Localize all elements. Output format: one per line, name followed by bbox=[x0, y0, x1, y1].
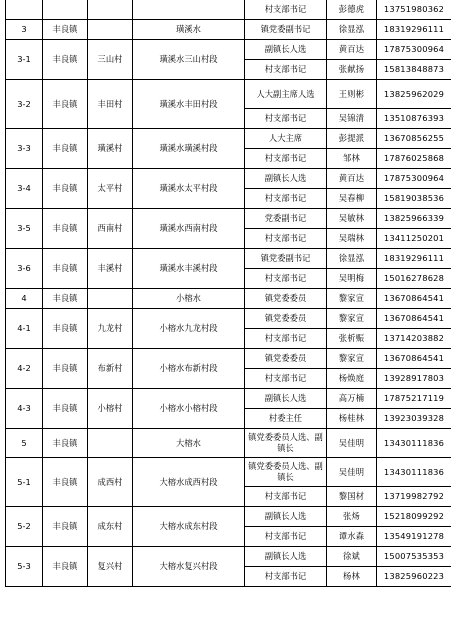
river-section-cell: 璜溪水 bbox=[133, 20, 245, 40]
phone-number-cell: 13825962029 bbox=[377, 80, 452, 109]
position-cell: 镇党委委员 bbox=[245, 289, 327, 309]
position-cell: 村支部书记 bbox=[245, 0, 327, 20]
person-name-cell: 彭提派 bbox=[327, 129, 377, 149]
person-name-cell: 吴佳明 bbox=[327, 458, 377, 487]
section-number-cell: 5 bbox=[6, 429, 43, 458]
person-name-cell: 黎国材 bbox=[327, 487, 377, 507]
village-cell bbox=[88, 289, 133, 309]
table-row bbox=[6, 309, 452, 329]
position-cell: 村支部书记 bbox=[245, 487, 327, 507]
village-cell: 小榕村 bbox=[88, 389, 133, 429]
section-number-cell: 5-3 bbox=[6, 547, 43, 587]
person-name-cell: 谭水森 bbox=[327, 527, 377, 547]
town-cell: 丰良镇 bbox=[43, 429, 88, 458]
table-row bbox=[6, 429, 452, 458]
person-name-cell: 张析赈 bbox=[327, 329, 377, 349]
section-number-cell: 3 bbox=[6, 20, 43, 40]
table-row bbox=[6, 547, 452, 567]
position-cell: 村支部书记 bbox=[245, 269, 327, 289]
phone-number-cell: 17876025868 bbox=[377, 149, 452, 169]
village-cell: 西南村 bbox=[88, 209, 133, 249]
section-number-cell: 4 bbox=[6, 289, 43, 309]
person-name-cell: 王则彬 bbox=[327, 80, 377, 109]
phone-number-cell: 15813848873 bbox=[377, 60, 452, 80]
position-cell: 村支部书记 bbox=[245, 109, 327, 129]
village-cell: 布新村 bbox=[88, 349, 133, 389]
table-row bbox=[6, 289, 452, 309]
river-section-cell: 璜溪水璜溪村段 bbox=[133, 129, 245, 169]
position-cell: 镇党委副书记 bbox=[245, 20, 327, 40]
village-cell bbox=[88, 429, 133, 458]
position-cell: 村委主任 bbox=[245, 409, 327, 429]
table-row bbox=[6, 249, 452, 269]
person-name-cell: 徐斌 bbox=[327, 547, 377, 567]
position-cell: 人大副主席人选 bbox=[245, 80, 327, 109]
position-cell: 村支部书记 bbox=[245, 189, 327, 209]
phone-number-cell: 13923039328 bbox=[377, 409, 452, 429]
table-row bbox=[6, 40, 452, 60]
phone-number-cell: 13825960223 bbox=[377, 567, 452, 587]
phone-number-cell: 13670864541 bbox=[377, 289, 452, 309]
phone-number-cell: 13670856255 bbox=[377, 129, 452, 149]
river-section-cell: 璜溪水太平村段 bbox=[133, 169, 245, 209]
phone-number-cell: 15016278628 bbox=[377, 269, 452, 289]
phone-number-cell: 18319296111 bbox=[377, 20, 452, 40]
river-section-cell: 大榕水成东村段 bbox=[133, 507, 245, 547]
phone-number-cell: 13430111836 bbox=[377, 458, 452, 487]
town-cell: 丰良镇 bbox=[43, 40, 88, 80]
town-cell: 丰良镇 bbox=[43, 458, 88, 507]
river-section-cell: 璜溪水丰溪村段 bbox=[133, 249, 245, 289]
river-section-cell: 小榕水九龙村段 bbox=[133, 309, 245, 349]
table-row bbox=[6, 169, 452, 189]
table-row bbox=[6, 129, 452, 149]
position-cell: 村支部书记 bbox=[245, 229, 327, 249]
village-cell: 九龙村 bbox=[88, 309, 133, 349]
town-cell: 丰良镇 bbox=[43, 209, 88, 249]
river-section-cell: 小榕水 bbox=[133, 289, 245, 309]
phone-number-cell: 13670864541 bbox=[377, 309, 452, 329]
person-name-cell: 杨林 bbox=[327, 567, 377, 587]
town-cell: 丰良镇 bbox=[43, 289, 88, 309]
person-name-cell: 邹林 bbox=[327, 149, 377, 169]
person-name-cell: 杨焕庭 bbox=[327, 369, 377, 389]
person-name-cell: 吴敏林 bbox=[327, 209, 377, 229]
section-number-cell: 4-2 bbox=[6, 349, 43, 389]
town-cell: 丰良镇 bbox=[43, 129, 88, 169]
village-cell bbox=[88, 0, 133, 20]
person-name-cell: 彭德虎 bbox=[327, 0, 377, 20]
position-cell: 副镇长人选 bbox=[245, 507, 327, 527]
phone-number-cell: 13719982792 bbox=[377, 487, 452, 507]
village-cell: 三山村 bbox=[88, 40, 133, 80]
position-cell: 镇党委委员 bbox=[245, 349, 327, 369]
river-section-cell: 璜溪水西南村段 bbox=[133, 209, 245, 249]
phone-number-cell: 17875300964 bbox=[377, 40, 452, 60]
section-number-cell: 3-1 bbox=[6, 40, 43, 80]
section-number-cell: 5-1 bbox=[6, 458, 43, 507]
section-number-cell: 3-3 bbox=[6, 129, 43, 169]
table-row bbox=[6, 80, 452, 109]
table-row bbox=[6, 20, 452, 40]
phone-number-cell: 18319296111 bbox=[377, 249, 452, 269]
phone-number-cell: 13411250201 bbox=[377, 229, 452, 249]
phone-number-cell: 15007535353 bbox=[377, 547, 452, 567]
phone-number-cell: 13670864541 bbox=[377, 349, 452, 369]
town-cell: 丰良镇 bbox=[43, 547, 88, 587]
table-row bbox=[6, 349, 452, 369]
person-name-cell: 吴锦清 bbox=[327, 109, 377, 129]
position-cell: 镇党委副书记 bbox=[245, 249, 327, 269]
phone-number-cell: 13714203882 bbox=[377, 329, 452, 349]
river-section-cell bbox=[133, 0, 245, 20]
river-section-cell: 大榕水复兴村段 bbox=[133, 547, 245, 587]
person-name-cell: 张献扬 bbox=[327, 60, 377, 80]
person-name-cell: 黎家宣 bbox=[327, 289, 377, 309]
position-cell: 村支部书记 bbox=[245, 60, 327, 80]
position-cell: 副镇长人选 bbox=[245, 389, 327, 409]
position-cell: 副镇长人选 bbox=[245, 169, 327, 189]
person-name-cell: 徐显泓 bbox=[327, 249, 377, 269]
position-cell: 村支部书记 bbox=[245, 527, 327, 547]
town-cell: 丰良镇 bbox=[43, 20, 88, 40]
town-cell: 丰良镇 bbox=[43, 349, 88, 389]
table-row bbox=[6, 389, 452, 409]
town-cell: 丰良镇 bbox=[43, 309, 88, 349]
position-cell: 村支部书记 bbox=[245, 149, 327, 169]
position-cell: 党委副书记 bbox=[245, 209, 327, 229]
roster-table-body bbox=[6, 0, 452, 587]
river-chief-roster-table bbox=[5, 0, 451, 587]
section-number-cell: 5-2 bbox=[6, 507, 43, 547]
river-section-cell: 大榕水 bbox=[133, 429, 245, 458]
person-name-cell: 杨桂林 bbox=[327, 409, 377, 429]
section-number-cell: 3-4 bbox=[6, 169, 43, 209]
position-cell: 镇党委委员人选、副镇长 bbox=[245, 429, 327, 458]
town-cell: 丰良镇 bbox=[43, 389, 88, 429]
village-cell bbox=[88, 20, 133, 40]
person-name-cell: 黎家宣 bbox=[327, 349, 377, 369]
person-name-cell: 黎家宣 bbox=[327, 309, 377, 329]
town-cell: 丰良镇 bbox=[43, 169, 88, 209]
town-cell bbox=[43, 0, 88, 20]
person-name-cell: 黄百达 bbox=[327, 169, 377, 189]
town-cell: 丰良镇 bbox=[43, 507, 88, 547]
town-cell: 丰良镇 bbox=[43, 80, 88, 129]
person-name-cell: 张炀 bbox=[327, 507, 377, 527]
position-cell: 村支部书记 bbox=[245, 369, 327, 389]
river-section-cell: 璜溪水三山村段 bbox=[133, 40, 245, 80]
section-number-cell bbox=[6, 0, 43, 20]
person-name-cell: 吴春柳 bbox=[327, 189, 377, 209]
phone-number-cell: 15218099292 bbox=[377, 507, 452, 527]
table-row bbox=[6, 458, 452, 487]
table-row bbox=[6, 0, 452, 20]
phone-number-cell: 13928917803 bbox=[377, 369, 452, 389]
phone-number-cell: 17875217119 bbox=[377, 389, 452, 409]
person-name-cell: 黄百达 bbox=[327, 40, 377, 60]
position-cell: 村支部书记 bbox=[245, 329, 327, 349]
position-cell: 村支部书记 bbox=[245, 567, 327, 587]
person-name-cell: 吴明梅 bbox=[327, 269, 377, 289]
town-cell: 丰良镇 bbox=[43, 249, 88, 289]
river-section-cell: 璜溪水丰田村段 bbox=[133, 80, 245, 129]
position-cell: 副镇长人选 bbox=[245, 547, 327, 567]
river-section-cell: 小榕水布新村段 bbox=[133, 349, 245, 389]
table-row bbox=[6, 507, 452, 527]
person-name-cell: 吴瑞林 bbox=[327, 229, 377, 249]
document-page bbox=[5, 0, 451, 643]
village-cell: 太平村 bbox=[88, 169, 133, 209]
village-cell: 成西村 bbox=[88, 458, 133, 507]
phone-number-cell: 13825966339 bbox=[377, 209, 452, 229]
phone-number-cell: 13430111836 bbox=[377, 429, 452, 458]
table-row bbox=[6, 209, 452, 229]
section-number-cell: 4-3 bbox=[6, 389, 43, 429]
river-section-cell: 大榕水成西村段 bbox=[133, 458, 245, 507]
village-cell: 成东村 bbox=[88, 507, 133, 547]
phone-number-cell: 13549191278 bbox=[377, 527, 452, 547]
position-cell: 副镇长人选 bbox=[245, 40, 327, 60]
person-name-cell: 徐显泓 bbox=[327, 20, 377, 40]
village-cell: 丰溪村 bbox=[88, 249, 133, 289]
phone-number-cell: 17875300964 bbox=[377, 169, 452, 189]
position-cell: 镇党委委员 bbox=[245, 309, 327, 329]
village-cell: 璜溪村 bbox=[88, 129, 133, 169]
phone-number-cell: 13510876393 bbox=[377, 109, 452, 129]
village-cell: 复兴村 bbox=[88, 547, 133, 587]
section-number-cell: 4-1 bbox=[6, 309, 43, 349]
section-number-cell: 3-2 bbox=[6, 80, 43, 129]
section-number-cell: 3-5 bbox=[6, 209, 43, 249]
person-name-cell: 吴佳明 bbox=[327, 429, 377, 458]
person-name-cell: 高万楠 bbox=[327, 389, 377, 409]
phone-number-cell: 13751980362 bbox=[377, 0, 452, 20]
river-section-cell: 小榕水小榕村段 bbox=[133, 389, 245, 429]
position-cell: 人大主席 bbox=[245, 129, 327, 149]
village-cell: 丰田村 bbox=[88, 80, 133, 129]
position-cell: 镇党委委员人选、副镇长 bbox=[245, 458, 327, 487]
phone-number-cell: 15819038536 bbox=[377, 189, 452, 209]
section-number-cell: 3-6 bbox=[6, 249, 43, 289]
